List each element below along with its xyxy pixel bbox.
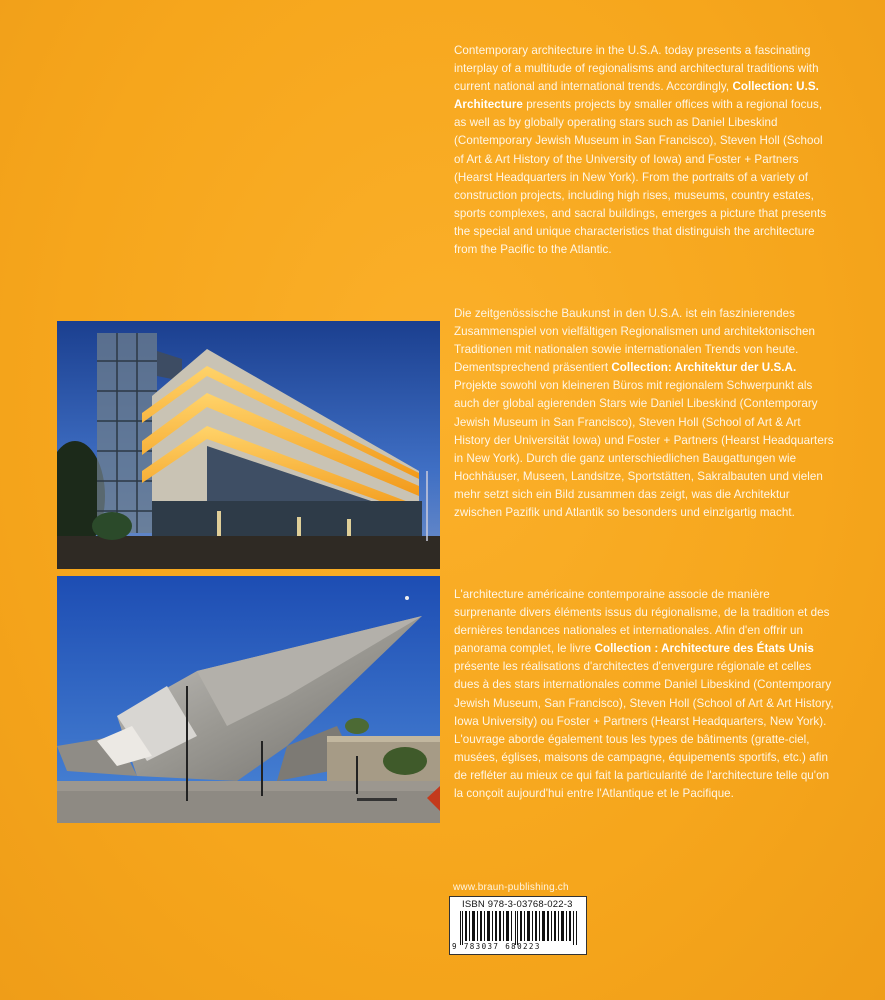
english-text-part2: presents projects by smaller offices with a regional focus, as well as by globally operating stars such as Daniel Libeskind (Contemporary Jewish Museum in San Francisco), Steven Holl (School of Art & Art History of the University of Iowa) and Foster + Partners (Hearst Headquarters in New York). From the portraits of a variety of construction projects, including high rises, museums, country estates, sports complexes, and sacral buildings, emerges a picture that presents the special and unique characteristics that distinguish the architecture from the Pacific to the Atlantic. [454,98,827,257]
french-text-part1: L'architecture américaine contemporaine associe de manière surprenante divers éléments issus du régionalisme, de la tradition et des dernières tendances nationales et internationales. Afin d'en offrir un panorama complet, le livre [454,588,830,656]
english-text-part1: Contemporary architecture in the U.S.A. today presents a fascinating interplay of a multitude of regionalisms and architectural traditions with current national and international trends. Accordingly, [454,44,819,94]
french-text-part2: présente les réalisations d'architectes d'envergure régionale et celles dues à des stars internationales comme Daniel Libeskind (Contemporary Jewish Museum, San Francisco), Steven Holl (School of Art & Art History, Iowa University) ou Foster + Partners (Hearst Headquarters, New York). L'ouvrage aborde également tous les types de bâtiments (gratte-ciel, musées, églises, maisons de campagne, équipements sportifs, etc.) afin de refléter au mieux ce qui fait la particularité de l'architecture telle qu'on la conçoit aujourd'hui entre l'Atlantique et le Pacifique. [454,660,834,801]
barcode-digits: 9 783037 680223 [452,942,541,951]
english-book-title: Collection: U.S. Architecture [454,80,819,112]
publisher-url: www.braun-publishing.ch [453,882,569,893]
photo-office-building-dusk [57,321,440,569]
isbn-barcode [449,896,587,955]
french-book-title: Collection : Architecture des États Unis [594,642,814,656]
german-text-part2: Projekte sowohl von kleineren Büros mit regionalem Schwerpunkt als auch der global agierenden Stars wie Daniel Libeskind (Contemporary Jewish Museum in San Francisco), Steven Holl (School of Art & Art History der Universität Iowa) und Foster + Partners (Hearst Headquarters in New York). Durch die ganz unterschiedlichen Baugattungen wie Hochhäuser, Museen, Landsitze, Sportstätten, Sakralbauten und vielen mehr setzt sich ein Bild zusammen das zeigt, was die Architektur zwischen Pazifik und Atlantik so besonders und einzigartig macht. [454,379,834,520]
french-description [454,586,834,803]
german-text-part1: Die zeitgenössische Baukunst in den U.S.A. ist ein faszinierendes Zusammenspiel von vielfältigen Regionalismen und architektonischen Traditionen mit nationalen sowie internationalen Trends von heute. Dementsprechend präsentiert [454,307,815,375]
isbn-number: ISBN 978-3-03768-022-3 [462,899,573,910]
english-description [454,42,834,259]
german-description [454,305,834,522]
german-book-title: Collection: Architektur der U.S.A. [611,361,797,375]
barcode-bars [460,911,578,945]
photo-angular-museum [57,576,440,823]
